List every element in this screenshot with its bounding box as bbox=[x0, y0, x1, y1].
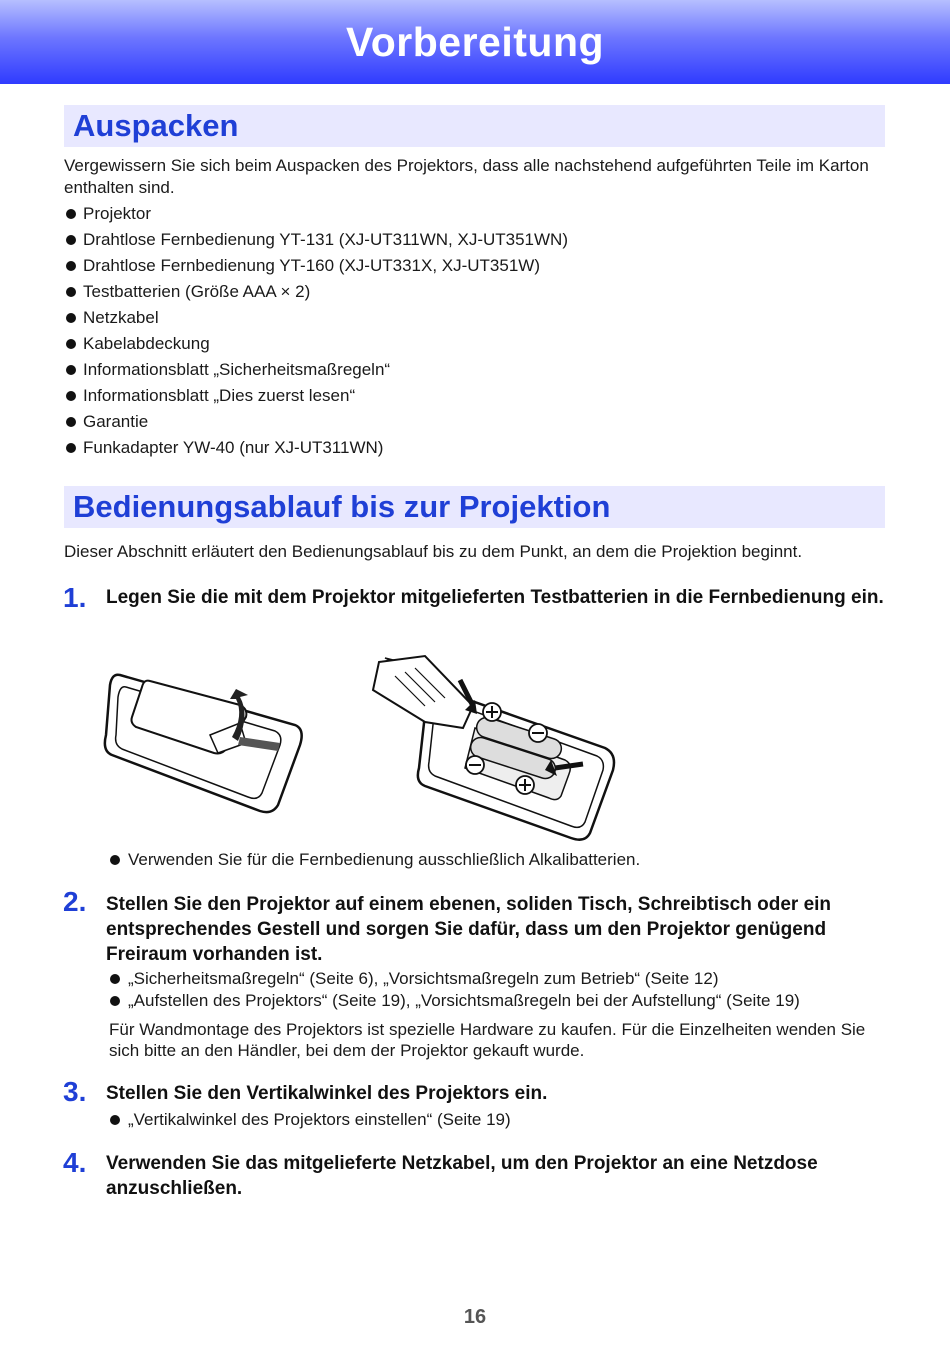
list-item: Drahtlose Fernbedienung YT-131 (XJ-UT311WN, XJ-UT351WN) bbox=[64, 229, 568, 255]
list-item: Informationsblatt „Sicherheitsmaßregeln“ bbox=[64, 359, 568, 385]
list-item: Kabelabdeckung bbox=[64, 333, 568, 359]
step-text-2: Stellen Sie den Projektor auf einem ebenen, soliden Tisch, Schreibtisch oder ein entsprechendes Gestell und sorgen Sie dafür, dass um den Projektor genügend Freiraum vorhanden ist. bbox=[106, 894, 832, 965]
section-title-workflow: Bedienungsablauf bis zur Projektion bbox=[73, 489, 611, 524]
bullet-icon bbox=[66, 443, 76, 453]
bullet-icon bbox=[66, 235, 76, 245]
bullet-icon bbox=[66, 287, 76, 297]
list-item: „Aufstellen des Projektors“ (Seite 19), „Vorsichtsmaßregeln bei der Aufstellung“ (Seite 19) bbox=[108, 990, 800, 1012]
page-header-banner bbox=[0, 0, 950, 84]
step-text-1: Legen Sie die mit dem Projektor mitgelieferten Testbatterien in die Fernbedienung ein. bbox=[106, 587, 884, 608]
step-number-3: 3. bbox=[63, 1076, 87, 1107]
bullet-icon bbox=[66, 339, 76, 349]
bullet-icon bbox=[110, 855, 120, 865]
bullet-icon bbox=[110, 996, 120, 1006]
bullet-icon bbox=[66, 209, 76, 219]
step-number-1: 1. bbox=[63, 582, 87, 613]
step-2-note: Für Wandmontage des Projektors ist spezielle Hardware zu kaufen. Für die Einzelheiten wenden Sie sich bitte an den Händler, bei dem der Projektor gekauft wurde. bbox=[109, 1020, 866, 1060]
list-item: „Sicherheitsmaßregeln“ (Seite 6), „Vorsichtsmaßregeln zum Betrieb“ (Seite 12) bbox=[108, 968, 800, 990]
list-item: Verwenden Sie für die Fernbedienung ausschließlich Alkalibatterien. bbox=[108, 849, 640, 871]
battery-insertion-illustration bbox=[365, 648, 620, 843]
step-1-notes bbox=[108, 849, 640, 871]
step-2-references bbox=[108, 968, 800, 1012]
page-number: 16 bbox=[463, 1306, 487, 1328]
step-number-2: 2. bbox=[63, 886, 87, 917]
bullet-icon bbox=[66, 365, 76, 375]
remote-cover-illustration bbox=[100, 665, 310, 825]
list-item: Netzkabel bbox=[64, 307, 568, 333]
step-text-4: Verwenden Sie das mitgelieferte Netzkabel, um den Projektor an eine Netzdose anzuschließen. bbox=[106, 1153, 818, 1199]
section-title-unpacking: Auspacken bbox=[73, 108, 239, 143]
step-text-3: Stellen Sie den Vertikalwinkel des Projektors ein. bbox=[106, 1083, 548, 1104]
list-item: Funkadapter YW-40 (nur XJ-UT311WN) bbox=[64, 437, 568, 463]
page-title: Vorbereitung bbox=[345, 19, 605, 65]
list-item: Projektor bbox=[64, 203, 568, 229]
list-item: Garantie bbox=[64, 411, 568, 437]
list-item: Testbatterien (Größe AAA × 2) bbox=[64, 281, 568, 307]
section-heading-unpacking bbox=[64, 105, 885, 147]
bullet-icon bbox=[110, 974, 120, 984]
bullet-icon bbox=[66, 417, 76, 427]
list-item: „Vertikalwinkel des Projektors einstellen“ (Seite 19) bbox=[108, 1109, 511, 1131]
list-item: Drahtlose Fernbedienung YT-160 (XJ-UT331X, XJ-UT351W) bbox=[64, 255, 568, 281]
bullet-icon bbox=[66, 391, 76, 401]
bullet-icon bbox=[66, 261, 76, 271]
section-heading-workflow bbox=[64, 486, 885, 528]
bullet-icon bbox=[110, 1115, 120, 1125]
step-number-4: 4. bbox=[63, 1147, 87, 1178]
package-contents-list bbox=[64, 203, 568, 463]
step-3-references bbox=[108, 1109, 511, 1131]
list-item: Informationsblatt „Dies zuerst lesen“ bbox=[64, 385, 568, 411]
workflow-intro: Dieser Abschnitt erläutert den Bedienungsablauf bis zu dem Punkt, an dem die Projektion beginnt. bbox=[64, 542, 803, 561]
bullet-icon bbox=[66, 313, 76, 323]
unpacking-intro: Vergewissern Sie sich beim Auspacken des Projektors, dass alle nachstehend aufgeführten Teile im Karton enthalten sind. bbox=[64, 156, 869, 197]
